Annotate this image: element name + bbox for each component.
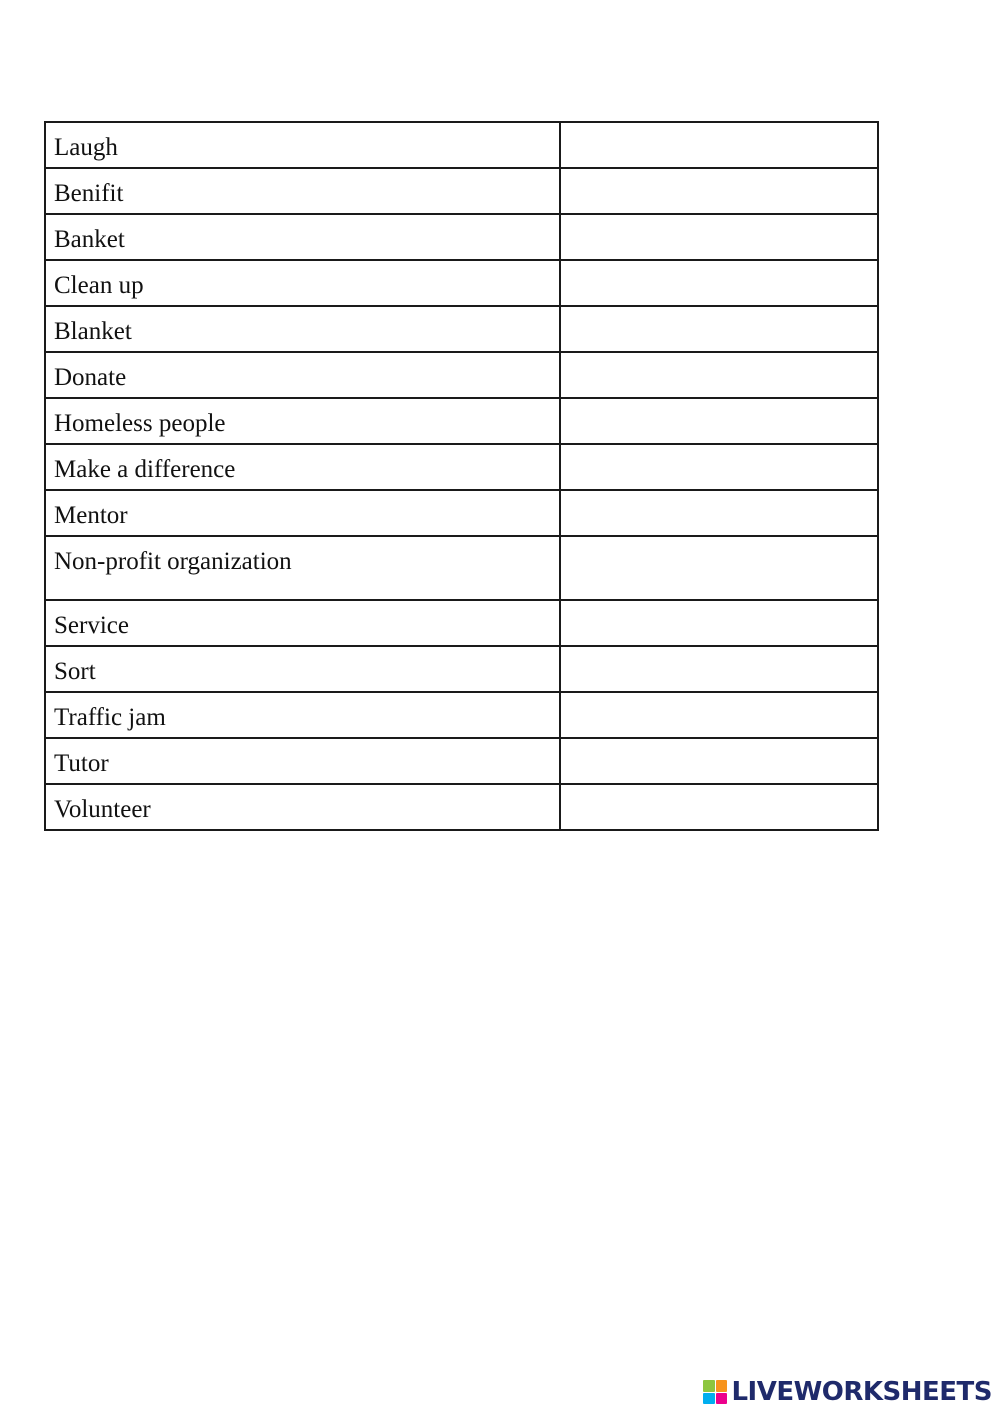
term-cell: Donate	[45, 352, 560, 398]
table-row	[45, 398, 878, 444]
answer-cell[interactable]	[560, 784, 878, 830]
answer-cell[interactable]	[560, 306, 878, 352]
vocabulary-table	[44, 121, 879, 831]
term-cell: Service	[45, 600, 560, 646]
term-cell: Tutor	[45, 738, 560, 784]
answer-cell[interactable]	[560, 490, 878, 536]
table-row	[45, 444, 878, 490]
table-row	[45, 306, 878, 352]
answer-cell[interactable]	[560, 738, 878, 784]
term-cell: Laugh	[45, 122, 560, 168]
answer-cell[interactable]	[560, 692, 878, 738]
table-row	[45, 168, 878, 214]
term-cell: Clean up	[45, 260, 560, 306]
term-cell: Make a difference	[45, 444, 560, 490]
table-row	[45, 646, 878, 692]
answer-cell[interactable]	[560, 444, 878, 490]
table-row	[45, 738, 878, 784]
liveworksheets-footer	[703, 1377, 992, 1407]
term-cell: Banket	[45, 214, 560, 260]
table-row	[45, 536, 878, 600]
term-cell: Non-profit organization	[45, 536, 560, 600]
answer-cell[interactable]	[560, 600, 878, 646]
answer-cell[interactable]	[560, 122, 878, 168]
answer-cell[interactable]	[560, 260, 878, 306]
answer-cell[interactable]	[560, 536, 878, 600]
term-cell: Benifit	[45, 168, 560, 214]
term-cell: Sort	[45, 646, 560, 692]
logo-square-orange	[716, 1380, 728, 1392]
logo-square-green	[703, 1380, 715, 1392]
answer-cell[interactable]	[560, 214, 878, 260]
table-row	[45, 490, 878, 536]
term-cell: Mentor	[45, 490, 560, 536]
table-row	[45, 692, 878, 738]
term-cell: Traffic jam	[45, 692, 560, 738]
term-cell: Volunteer	[45, 784, 560, 830]
term-cell: Blanket	[45, 306, 560, 352]
table-row	[45, 352, 878, 398]
table-row	[45, 260, 878, 306]
answer-cell[interactable]	[560, 352, 878, 398]
answer-cell[interactable]	[560, 398, 878, 444]
table-row	[45, 600, 878, 646]
brand-name: LIVEWORKSHEETS	[731, 1377, 992, 1407]
term-cell: Homeless people	[45, 398, 560, 444]
table-row	[45, 214, 878, 260]
table-row	[45, 122, 878, 168]
logo-square-blue	[703, 1393, 715, 1405]
answer-cell[interactable]	[560, 168, 878, 214]
liveworksheets-logo-icon	[703, 1380, 727, 1404]
logo-square-pink	[716, 1393, 728, 1405]
answer-cell[interactable]	[560, 646, 878, 692]
table-row	[45, 784, 878, 830]
